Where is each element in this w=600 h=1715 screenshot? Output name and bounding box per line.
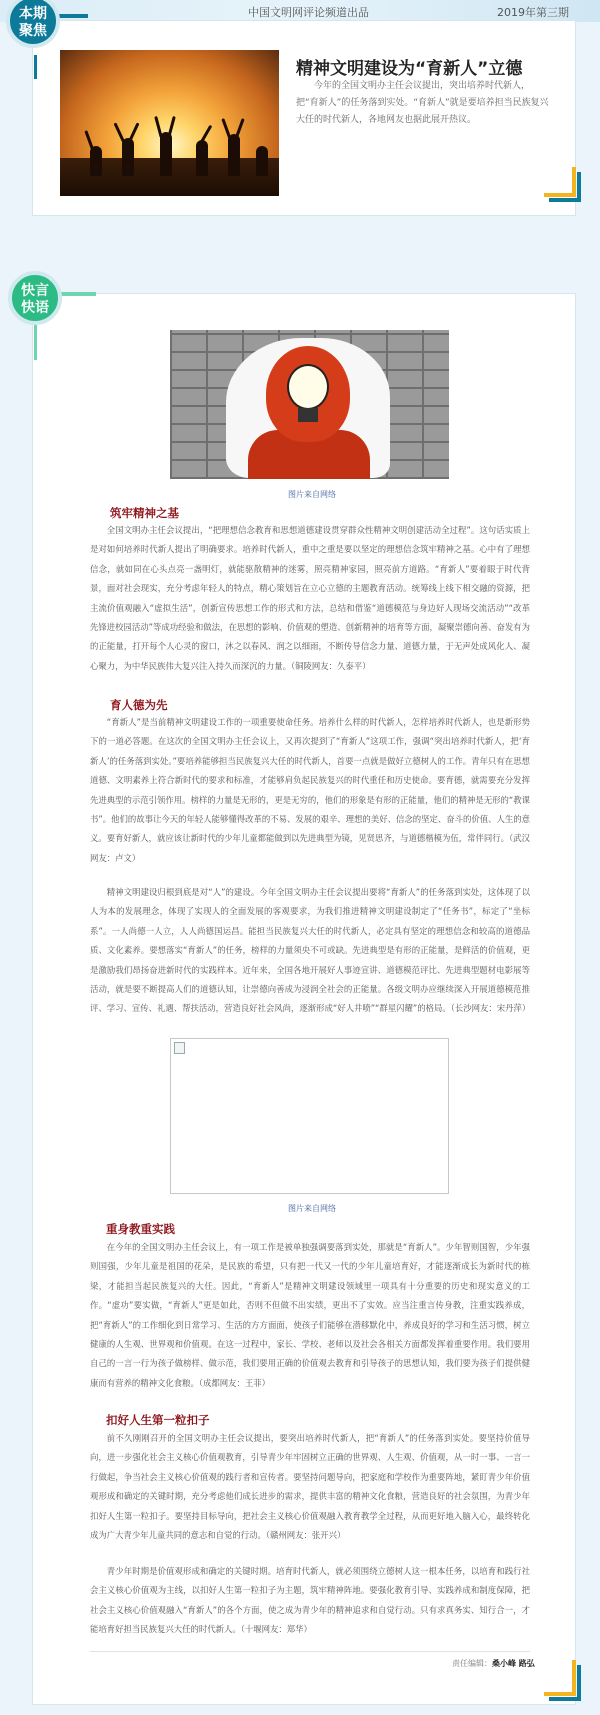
publisher-label: 中国文明网评论频道出品 (248, 6, 369, 19)
article-paragraph: 全国文明办主任会议提出，“把理想信念教育和思想道德建设贯穿群众性精神文明创建活动全过程”。这句话实质上是对如何培养时代新人提出了明确要求。培养时代新人，重中之重是要以坚定的理想信念筑牢精神之基。心中有了理想信念，就如同在心头点亮一盏明灯，就能驱散精神的迷雾，照亮精神家园，照亮前方道路。“育新人”要着眼于时代背景，面对社会现实，充分考虑年轻人的特点，精心策划旨在立心立德的主题教育活动。统筹线上线下相交融的资源，把主流价值观融入“虚拟生活”，创新宣传思想工作的形式和方法，总结和借鉴“道德模范与身边好人现场交流活动”“改革先锋进校园活动”等成功经验和做法，在思想的影响、价值观的塑造、创新精神的培育等方面，凝聚崇德向善、奋发有为的正能量，打开每个人心灵的窗口，沐之以春风、润之以细雨，不断传导信念力量、道德力量，于无声处成风化人、凝心聚力，为中华民族伟大复兴注入持久而深沉的力量。（铜陵网友：久泰平） (90, 525, 530, 671)
lightbulb-head-photo (170, 330, 449, 479)
article-title: 筑牢精神之基 (110, 506, 179, 520)
image-caption: 图片来自网络 (288, 490, 336, 499)
focus-summary: 今年的全国文明办主任会议提出，突出培养时代新人，把“育新人”的任务落到实处。“育新人”就是要培养担当民族复兴大任的时代新人，各地网友也据此展开热议。 (296, 81, 549, 125)
article-paragraph: 青少年时期是价值观形成和确定的关键时期。培育时代新人，就必须围绕立德树人这一根本任务，以培育和践行社会主义核心价值观为主线，以扣好人生第一粒扣子为主题，筑牢精神阵地。要强化教育引导、实践养成和制度保障，把社会主义核心价值观融入“育新人”的各个方面，使之成为青少年的精神追求和自觉行动。只有求真务实、知行合一，才能培育好担当民族复兴大任的时代新人。（十堰网友：郑华） (90, 1566, 530, 1635)
article-paragraph: 精神文明建设归根到底是对“人”的建设。今年全国文明办主任会议提出要将“育新人”的任务落到实处，这体现了以人为本的发展理念，体现了实现人的全面发展的客观要求，为我们推进精神文明建设制定了“任务书”，标定了“坐标系”。一人尚德一人立，人人尚德国运昌。能担当民族复兴大任的时代新人，必定具有坚定的理想信念和较高的道德品质、文化素养。要想落实“育新人”的任务，榜样的力量须央不可或缺。先进典型是有形的正能量，是鲜活的价值观，更是激励我们昂扬奋进新时代的实践样本。近年来，全国各地开展好人事迹宣讲、道德模范评比、先进典型题材电影展等活动，就是要不断提高人们的道德认知，让崇德向善成为浸润全社会的正能量。各级文明办应继续深入开展道德模范推评、学习、宣传、礼遇、帮扶活动，营造良好社会风尚，逐渐形成“好人井喷”“群星闪耀”的格局。（长沙网友：宋丹萍） (90, 887, 531, 1014)
badge-text-line1: 快言 (21, 283, 49, 299)
article-paragraph: “育新人”是当前精神文明建设工作的一项重要使命任务。培养什么样的时代新人，怎样培养时代新人，也是新形势下的一道必答题。在这次的全国文明办主任会议上，又再次提到了“育新人”这项工作，强调“突出培养时代新人，把‘育新人’的任务落到实处。”要培养能够担当民族复兴大任的时代新人，首要一点就是做好立德树人的工作。青年只有在思想道德、文明素养上符合新时代的要求和标准，才能够肩负起民族复兴的时代重任和历史使命。要育德，就需要充分发挥先进典型的示范引领作用。榜样的力量是无形的，更是无穷的，他们的形象是有形的正能量，他们的精神是无形的“教课书”。他们的故事让今天的年轻人能够懂得改革的不易、发展的艰辛、理想的美好、信念的坚定、奋斗的价值、人生的意义。要育好新人，就应该让新时代的少年儿童都能做到以先进典型为镜，见贤思齐，与道德楷模为伍，常伴同行。（武汉网友：卢文） (90, 717, 530, 863)
badge-text-line2: 聚焦 (19, 23, 47, 39)
article-title: 重身教重实践 (106, 1222, 175, 1236)
badge-connector (34, 55, 37, 79)
broken-image-placeholder (170, 1038, 449, 1194)
badge-text-line2: 快语 (21, 300, 49, 316)
badge-connector (34, 320, 37, 360)
editor-name: 桑小峰 路弘 (492, 1659, 535, 1668)
sunset-crowd-photo (60, 50, 279, 196)
image-caption: 图片来自网络 (288, 1204, 336, 1213)
editor-credit (452, 1658, 535, 1669)
article-paragraph: 前不久刚刚召开的全国文明办主任会议提出，要突出培养时代新人，把“育新人”的任务落到实处。要坚持价值导向，进一步强化社会主义核心价值观教育，引导青少年牢固树立正确的世界观、人生观、价值观，从一时一事、一言一行做起，争当社会主义核心价值观的践行者和宣传者。要坚持问题导向，把家庭和学校作为重要阵地，紧盯青少年价值观形成和确定的关键时期，充分考虑他们成长进步的需求，提供丰富的精神文化食粮，营造良好的社会氛围，为青少年扣好人生第一粒扣子。要坚持目标导向，把社会主义核心价值观融入教育教学全过程，从而更好地入脑入心，最终转化成为广大青少年儿童共同的意志和自觉的行动。（赣州网友：张开兴） (90, 1433, 530, 1541)
divider (90, 1651, 530, 1652)
badge-text-line1: 本期 (19, 6, 47, 22)
focus-title: 精神文明建设为“育新人”立德 (296, 59, 523, 79)
issue-label: 2019年第三期 (497, 6, 569, 19)
article-title: 育人德为先 (110, 698, 168, 712)
article-paragraph: 在今年的全国文明办主任会议上，有一项工作是被单独强调要落到实处，那就是“育新人”。少年智则国智，少年强则国强，少年儿童是祖国的花朵，是民族的希望，只有把一代又一代的少年儿童培育好，才能逐渐成长为新时代的栋梁，才能担当起民族复兴的大任。因此，“育新人”是精神文明建设领域里一项具有十分重要的历史和现实意义的工作。“虚功”要实做，“育新人”更是如此，否则不但做不出实绩，更出不了实效。应当注重言传身教，注重实践养成，把“育新人”的工作细化到日常学习、生活的方方面面，使孩子们能够在潜移默化中，养成良好的学习和生活习惯，树立健康的人生观、世界观和价值观。在这一过程中，家长、学校、老师以及社会各相关方面都发挥着重要作用。我们要用自己的一言一行为孩子做榜样、做示范，我们要用正确的价值观去教育和引导孩子的思想认知，我们要为孩子们提供健康而有营养的精神文化食粮。（成都网友：王菲） (90, 1242, 530, 1388)
broken-image-icon (174, 1042, 185, 1054)
editor-label: 责任编辑： (452, 1659, 492, 1668)
comments-badge (8, 271, 62, 325)
article-title: 扣好人生第一粒扣子 (106, 1413, 210, 1427)
